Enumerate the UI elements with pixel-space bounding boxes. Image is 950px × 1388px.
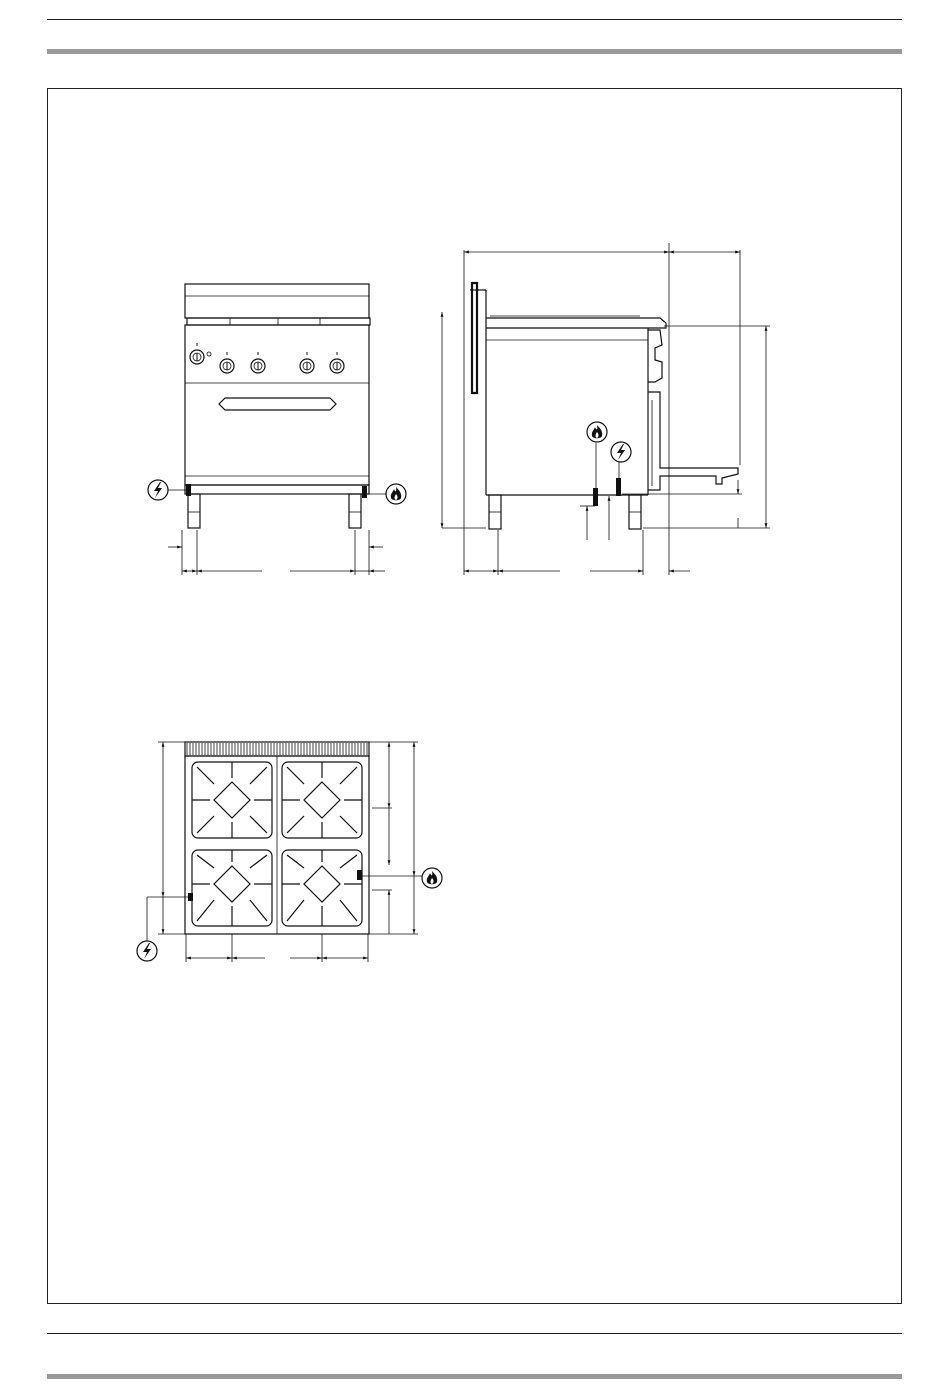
front-view bbox=[148, 284, 406, 575]
front-body bbox=[185, 325, 369, 485]
knob-icon bbox=[190, 343, 204, 364]
knob-icon bbox=[251, 352, 265, 373]
electric-connection-icon bbox=[137, 941, 157, 961]
gas-connection-icon bbox=[422, 868, 442, 888]
front-leg-left bbox=[188, 494, 200, 528]
electric-connection-icon bbox=[611, 442, 631, 462]
knob-icon bbox=[330, 352, 344, 373]
front-hob-top bbox=[187, 318, 370, 325]
front-leg-right bbox=[349, 494, 361, 528]
knob-icon bbox=[300, 352, 314, 373]
side-view bbox=[442, 243, 770, 575]
gas-connection-icon bbox=[386, 484, 406, 504]
front-backsplash bbox=[185, 284, 369, 318]
oven-handle bbox=[219, 398, 336, 410]
top-view bbox=[137, 742, 442, 962]
gas-connection-icon bbox=[587, 422, 607, 442]
knob-icon bbox=[220, 352, 234, 373]
electric-connection-icon bbox=[148, 480, 168, 500]
